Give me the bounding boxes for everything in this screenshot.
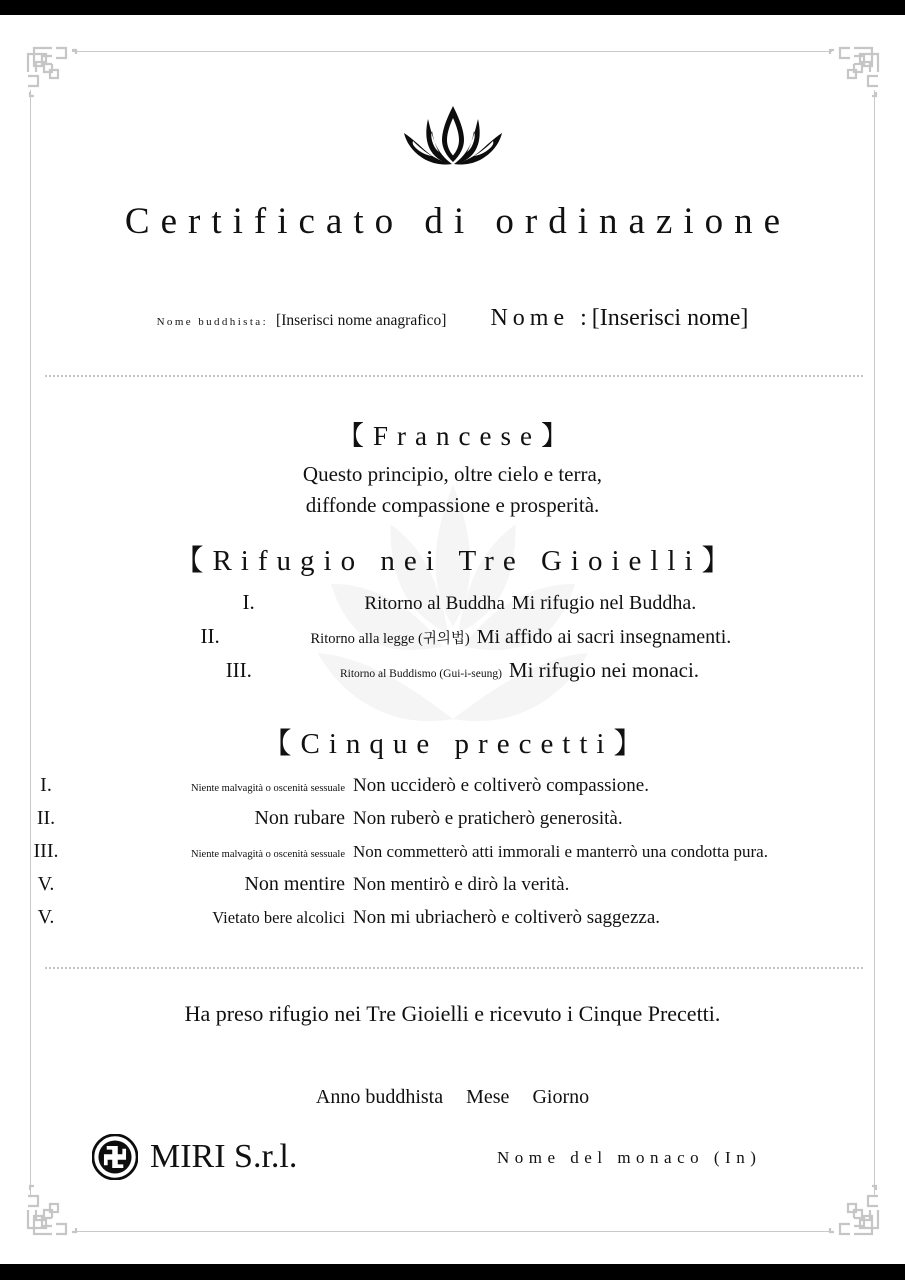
refuge-statement: Mi rifugio nel Buddha. [511,592,697,614]
refuge-row [0,590,905,615]
date-month-label[interactable]: Mese [466,1086,510,1108]
precept-middle-text: Non mentire [244,873,345,895]
precept-middle-text: Niente malvagità o oscenità sessuale [191,783,345,794]
precept-middle-text: Niente malvagità o oscenità sessuale [191,849,345,860]
refuge-statement: Mi affido ai sacri insegnamenti. [476,626,732,648]
name-label: Nome : [490,305,592,331]
refuge-numeral: I. [242,590,255,614]
verse-line-2: diffonde compassione e prosperità. [305,493,600,517]
page-title: Certificato di ordinazione [124,201,792,242]
precept-statement: Non commetterò atti immorali e manterrò una condotta pura. [353,842,768,861]
precept-statement: Non mi ubriacherò e coltiverò saggezza. [353,907,661,928]
refuge-middle-text: Ritorno al Buddha [364,593,505,614]
refuge-list [0,590,905,692]
precept-row [0,807,905,830]
footer-logo [92,1134,297,1180]
precepts-list [0,774,905,939]
precept-numeral: V. [37,906,55,928]
buddhist-name-value[interactable]: [Inserisci nome anagrafico] [276,312,447,329]
divider-dotted-bottom [45,967,863,969]
divider-dotted-top [45,375,863,377]
refuge-row [0,624,905,649]
lotus-emblem-icon [390,103,516,165]
letterbox-bar-top [0,0,905,15]
section-heading-francese: 【Francese】 [337,421,577,451]
name-value[interactable]: [Inserisci nome] [591,305,749,331]
precept-row [0,873,905,896]
precept-statement: Non ucciderò e coltiverò compassione. [353,775,649,796]
refuge-middle-text: Ritorno alla legge (귀의법) [310,631,470,647]
precept-row [0,906,905,929]
date-line [0,1086,905,1109]
precept-numeral: V. [37,873,55,895]
name-row [0,305,905,332]
brand-name: MIRI S.r.l. [150,1138,298,1175]
precept-numeral: I. [40,774,52,796]
verse-line-1: Questo principio, oltre cielo e terra, [302,462,603,486]
precept-row [0,774,905,797]
precept-middle-text: Vietato bere alcolici [212,908,345,927]
monk-signature-label[interactable]: Nome del monaco (In) [497,1148,762,1167]
refuge-numeral: III. [225,658,252,682]
manji-circle-icon [92,1134,138,1180]
section-heading-precepts: 【Cinque precetti】 [262,728,652,760]
closing-statement: Ha preso rifugio nei Tre Gioielli e ricevuto i Cinque Precetti. [184,1001,721,1026]
letterbox-bar-bottom [0,1264,905,1280]
precept-numeral: II. [36,807,56,829]
precept-statement: Non ruberò e praticherò generosità. [353,808,623,829]
refuge-middle-text: Ritorno al Buddismo (Gui-i-seung) [339,668,502,680]
buddhist-name-label: Nome buddhista: [156,316,269,328]
precept-statement: Non mentirò e dirò la verità. [353,874,570,895]
precept-numeral: III. [33,840,59,862]
refuge-statement: Mi rifugio nei monaci. [508,658,700,682]
precept-row [0,840,905,863]
section-heading-refuge: 【Rifugio nei Tre Gioielli】 [174,545,740,577]
precept-middle-text: Non rubare [254,807,345,829]
date-day-label[interactable]: Giorno [532,1086,590,1108]
date-year-label[interactable]: Anno buddhista [315,1086,444,1108]
refuge-row [0,658,905,683]
refuge-numeral: II. [200,624,220,648]
